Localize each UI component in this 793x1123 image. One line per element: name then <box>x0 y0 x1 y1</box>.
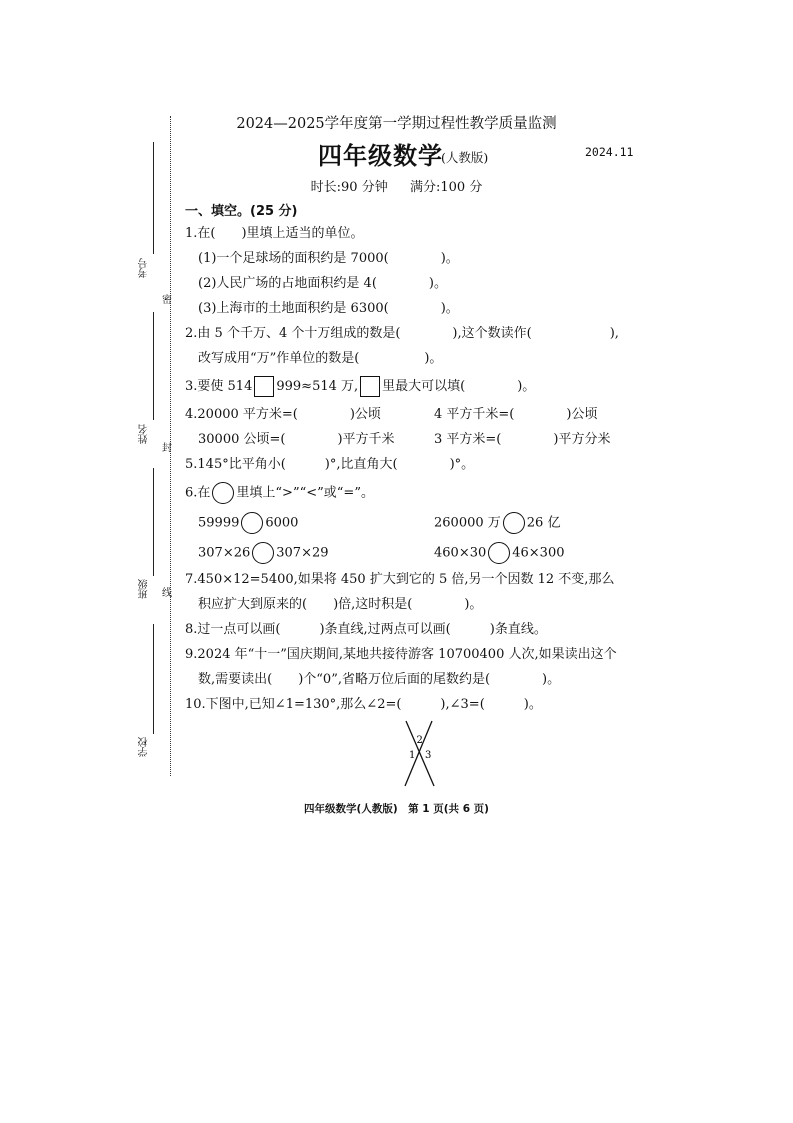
full-score-text: 满分:100 分 <box>410 180 483 195</box>
angle-3-label: 3 <box>425 750 432 761</box>
q9-line1: 9.2024 年“十一”国庆期间,某地共接待游客 10700400 人次,如果读出这个 <box>185 647 617 662</box>
q6-c-circle[interactable] <box>252 542 274 564</box>
q10-line[interactable]: 10.下图中,已知∠1=130°,那么∠2=( ),∠3=( )。 <box>185 697 542 712</box>
q1-a[interactable]: (1)一个足球场的面积约是 7000( )。 <box>198 251 459 266</box>
class-line[interactable] <box>153 468 154 576</box>
q6-part1: 6.在 <box>185 485 211 501</box>
q9-line2[interactable]: 数,需要读出( )个“0”,省略万位后面的尾数约是( )。 <box>198 672 561 687</box>
q1-c[interactable]: (3)上海市的土地面积约是 6300( )。 <box>198 301 459 316</box>
intersecting-lines-figure <box>396 718 446 788</box>
q8-line[interactable]: 8.过一点可以画( )条直线,过两点可以画( )条直线。 <box>185 622 547 637</box>
name-line[interactable] <box>153 312 154 420</box>
q7-line1: 7.450×12=5400,如果将 450 扩大到它的 5 倍,另一个因数 12 不变,那么 <box>185 572 615 587</box>
seal-mi: 密 <box>162 295 172 306</box>
section-heading: 一、填空。(25 分) <box>185 204 298 219</box>
school-label: 学校 <box>139 737 150 757</box>
q4-a[interactable]: 4.20000 平方米=( )公顷 <box>185 407 381 422</box>
name-label: 姓名 <box>139 424 150 444</box>
q3-line <box>185 376 535 397</box>
page-title: 2024—2025学年度第一学期过程性教学质量监测 <box>236 116 557 132</box>
q4-b[interactable]: 4 平方千米=( )公顷 <box>434 407 598 422</box>
q6-d-left: 460×30 <box>434 545 487 561</box>
seal-feng: 封 <box>162 443 172 454</box>
q4-c[interactable]: 30000 公顷=( )平方千米 <box>198 432 395 447</box>
q3-part2: 999≈514 万, <box>276 379 359 394</box>
q3-box-1[interactable] <box>254 376 274 397</box>
q3-box-2 <box>360 376 380 397</box>
page-footer: 四年级数学(人教版) 第 1 页(共 6 页) <box>304 803 489 815</box>
q6-d-circle[interactable] <box>488 542 510 564</box>
seal-xian: 线 <box>162 588 172 599</box>
q3-part1: 3.要使 514 <box>185 379 253 394</box>
q5-line[interactable]: 5.145°比平角小( )°,比直角大( )°。 <box>185 457 475 472</box>
school-line[interactable] <box>153 624 154 734</box>
q6-d-right: 46×300 <box>512 545 565 561</box>
q6-d <box>434 542 565 564</box>
seal-dotted-line <box>170 116 171 776</box>
q3-part3: 里最大可以填( )。 <box>382 379 536 394</box>
q6-c-right: 307×29 <box>276 545 329 561</box>
q6-a <box>198 512 298 534</box>
q6-b-right: 26 亿 <box>526 515 561 531</box>
exam-number-label: 考号 <box>139 258 150 278</box>
class-label: 班级 <box>139 579 150 599</box>
q6-a-right: 6000 <box>265 515 299 531</box>
q6-circle-icon <box>212 482 234 504</box>
handwritten-date: 2024.11 <box>585 145 634 159</box>
subject-title: 四年级数学 <box>318 142 443 170</box>
q6-c <box>198 542 329 564</box>
q6-stem <box>185 482 374 504</box>
q6-a-left: 59999 <box>198 515 240 531</box>
q6-b-circle[interactable] <box>503 512 525 534</box>
exam-number-line[interactable] <box>153 142 154 254</box>
q6-b-left: 260000 万 <box>434 515 501 531</box>
duration-text: 时长:90 分钟 <box>310 180 388 195</box>
q6-b <box>434 512 560 534</box>
q6-c-left: 307×26 <box>198 545 251 561</box>
q7-line2[interactable]: 积应扩大到原来的( )倍,这时积是( )。 <box>198 597 483 612</box>
q2-line1[interactable]: 2.由 5 个千万、4 个十万组成的数是( ),这个数读作( ), <box>185 326 619 341</box>
q2-line2[interactable]: 改写成用“万”作单位的数是( )。 <box>198 351 443 366</box>
exam-info <box>0 176 793 195</box>
q6-a-circle[interactable] <box>241 512 263 534</box>
angle-2-label: 2 <box>416 735 423 746</box>
q6-part2: 里填上“>”“<”或“=”。 <box>236 485 374 501</box>
angle-1-label: 1 <box>409 750 416 761</box>
edition-label: (人教版) <box>441 150 489 165</box>
q4-d[interactable]: 3 平方米=( )平方分米 <box>434 432 611 447</box>
q1-stem: 1.在( )里填上适当的单位。 <box>185 226 364 241</box>
q1-b[interactable]: (2)人民广场的占地面积约是 4( )。 <box>198 276 447 291</box>
